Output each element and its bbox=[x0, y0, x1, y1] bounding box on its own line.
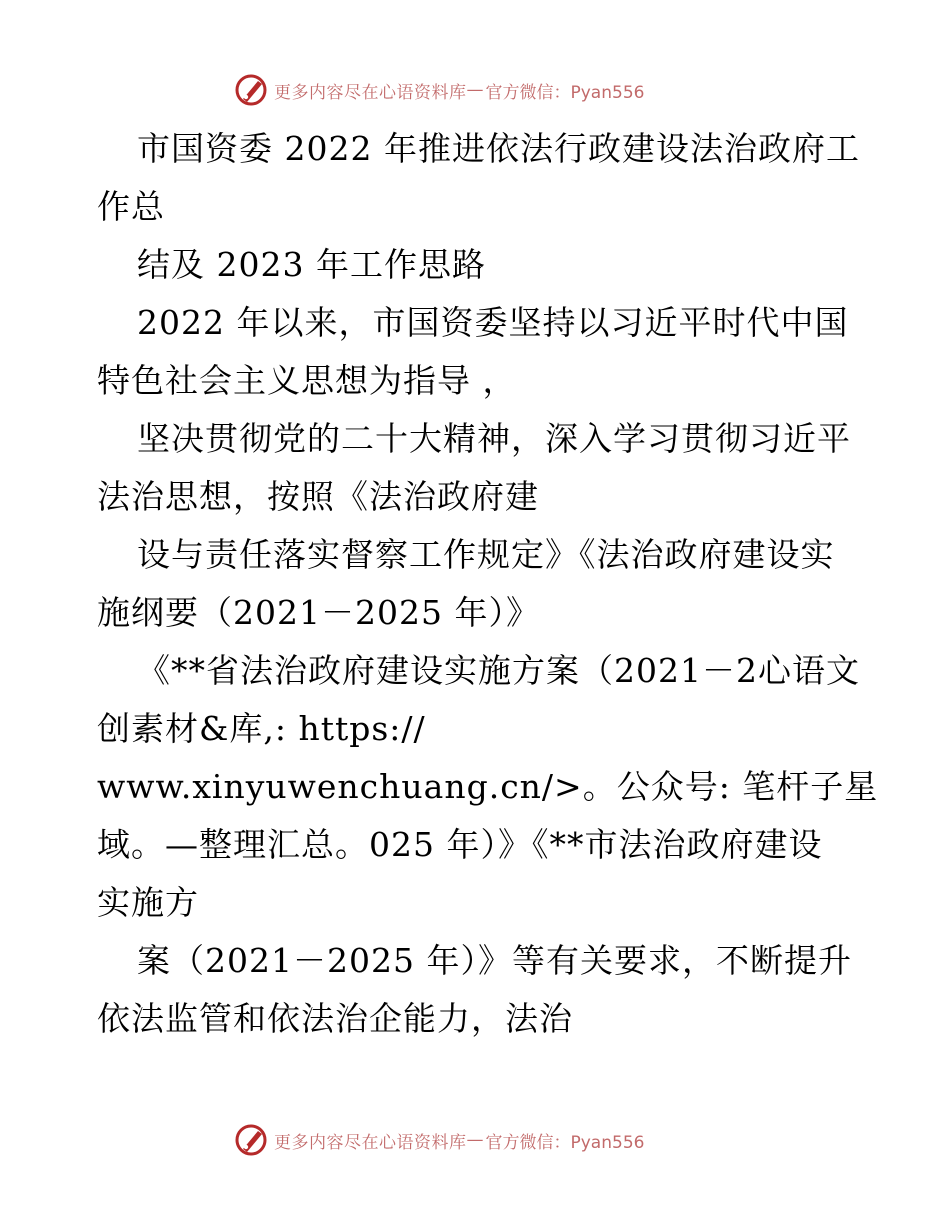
title-line-1: 市国资委 2022 年推进依法行政建设法治政府工 bbox=[137, 129, 860, 168]
body-line: 坚决贯彻党的二十大精神，深入学习贯彻习近平 bbox=[137, 419, 851, 458]
banner-separator: — bbox=[466, 80, 484, 100]
banner-separator: — bbox=[466, 1130, 484, 1150]
title-line-3: 结及 2023 年工作思路 bbox=[137, 245, 486, 284]
footer-banner bbox=[234, 1123, 644, 1157]
body-line: 施纲要（2021－2025 年）》 bbox=[97, 593, 540, 632]
document-body bbox=[97, 120, 879, 1048]
banner-wechat: 官方微信：Pyan556 bbox=[485, 82, 645, 103]
body-line: 依法监管和依法治企能力，法治 bbox=[97, 999, 573, 1038]
pen-logo-icon bbox=[234, 1123, 268, 1157]
body-line: 2022 年以来，市国资委坚持以习近平时代中国 bbox=[137, 303, 849, 342]
body-line: 设与责任落实督察工作规定》《法治政府建设实 bbox=[137, 535, 835, 574]
banner-text: 更多内容尽在心语资料库 bbox=[274, 82, 467, 103]
pen-logo-icon bbox=[234, 73, 268, 107]
body-line: 《**省法治政府建设实施方案（2021－2心语文 bbox=[137, 651, 860, 690]
body-line: 案（2021－2025 年）》等有关要求，不断提升 bbox=[137, 941, 852, 980]
body-line: 实施方 bbox=[97, 883, 199, 922]
header-banner bbox=[234, 73, 644, 107]
body-line: 创素材&库,: https:// bbox=[97, 709, 426, 748]
title-line-2: 作总 bbox=[97, 187, 165, 226]
body-line: 特色社会主义思想为指导 ， bbox=[97, 361, 517, 400]
banner-text: 更多内容尽在心语资料库 bbox=[274, 1132, 467, 1153]
body-line: 法治思想，按照《法治政府建 bbox=[97, 477, 539, 516]
body-line: 域。—整理汇总。025 年）》《**市法治政府建设 bbox=[97, 825, 823, 864]
banner-wechat: 官方微信：Pyan556 bbox=[485, 1132, 645, 1153]
body-line: www.xinyuwenchuang.cn/>。公众号: 笔杆子星 bbox=[97, 767, 879, 806]
